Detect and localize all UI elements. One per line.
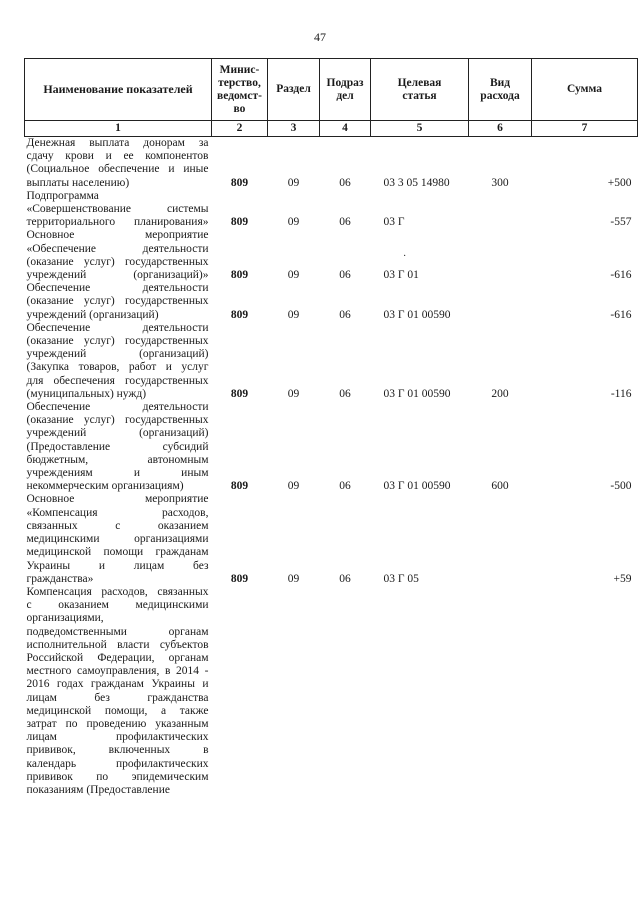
row-name-line: исполнительной власти субъектов xyxy=(26,638,209,651)
row-name-line: территориального планирования» xyxy=(26,216,209,229)
row-name-line: календарь профилактических xyxy=(26,757,209,770)
header-section: Раздел xyxy=(268,59,320,121)
row-name-line: 2016 годах гражданам Украины и xyxy=(26,678,209,691)
row-name-line: показаниям (Предоставление xyxy=(26,783,170,796)
row-name-line: Обеспечение деятельности xyxy=(26,321,209,334)
row-section: 09 xyxy=(287,269,300,282)
row-ministry: 809 xyxy=(230,216,249,229)
column-number: 1 xyxy=(25,121,212,137)
row-target-article xyxy=(371,586,469,797)
row-section: 09 xyxy=(287,387,300,400)
row-target-article: 03 Г 01 xyxy=(383,269,419,282)
row-name-line: (оказание услуг) государственных xyxy=(26,255,209,268)
row-sum: -557 xyxy=(610,216,632,229)
row-name-line: гражданства» xyxy=(26,572,94,585)
table-row xyxy=(25,493,638,585)
table-header-row xyxy=(25,59,638,121)
row-expense-type: 600 xyxy=(491,480,509,493)
header-subsection-line: Подраз xyxy=(326,76,364,89)
page-number: 47 xyxy=(314,30,326,44)
table-row xyxy=(25,322,638,401)
row-subsection: 06 xyxy=(339,572,351,585)
stray-dot: · xyxy=(403,251,407,262)
row-name xyxy=(25,229,212,282)
row-target-article: 03 Г xyxy=(383,216,405,229)
row-subsection xyxy=(320,586,371,797)
row-name-line: Компенсация расходов, связанных xyxy=(26,585,209,598)
row-name-line: бюджетным, автономным xyxy=(26,453,209,466)
row-section: 09 xyxy=(287,480,300,493)
row-sum: +59 xyxy=(613,572,632,585)
header-ministry-line: во xyxy=(233,102,246,115)
row-sum: -616 xyxy=(610,269,632,282)
row-name-line: организациями, xyxy=(26,612,104,625)
row-section xyxy=(268,586,320,797)
row-name-line: Обеспечение деятельности xyxy=(26,282,209,295)
row-name-line: медицинской помощи гражданам xyxy=(26,546,209,559)
row-name xyxy=(25,282,212,322)
row-name-line: Российской Федерации, органам xyxy=(26,651,209,664)
row-name-line: медицинскими организациями xyxy=(26,533,209,546)
table-row xyxy=(25,282,638,322)
row-sum xyxy=(532,586,638,797)
row-name-line: учреждений (организаций) xyxy=(26,348,209,361)
column-number: 6 xyxy=(469,121,532,137)
row-sum: -116 xyxy=(610,387,632,400)
header-target-line: статья xyxy=(402,89,437,102)
row-name-line: (оказание услуг) государственных xyxy=(26,295,209,308)
table-row xyxy=(25,137,638,190)
row-subsection: 06 xyxy=(339,308,351,321)
row-name xyxy=(25,586,212,797)
row-name-line: (Предоставление субсидий xyxy=(26,440,209,453)
column-number: 5 xyxy=(371,121,469,137)
table-row xyxy=(25,401,638,493)
row-subsection: 06 xyxy=(339,269,351,282)
table-body xyxy=(25,137,638,798)
row-name-line: (муниципальных) нужд) xyxy=(26,387,147,400)
row-target-article: 03 Г 01 00590 xyxy=(383,308,451,321)
row-name-line: лицам без гражданства xyxy=(26,691,209,704)
row-name xyxy=(25,493,212,585)
row-ministry: 809 xyxy=(230,387,249,400)
row-name-line: выплаты населению) xyxy=(26,176,130,189)
budget-table xyxy=(24,58,638,797)
table-row xyxy=(25,229,638,282)
row-sum: -500 xyxy=(610,480,632,493)
column-number: 3 xyxy=(268,121,320,137)
row-name-line: медицинской помощи, а также xyxy=(26,704,209,717)
row-expense-type xyxy=(469,190,532,230)
row-section: 09 xyxy=(287,216,300,229)
row-name-line: (Социальное обеспечение и иные xyxy=(26,163,209,176)
column-number: 2 xyxy=(212,121,268,137)
row-name-line: прививок, включенных в xyxy=(26,744,209,757)
row-name-line: (оказание услуг) государственных xyxy=(26,414,209,427)
table-row xyxy=(25,190,638,230)
row-name-line: Подпрограмма xyxy=(26,189,99,202)
row-ministry: 809 xyxy=(230,572,249,585)
row-expense-type xyxy=(469,586,532,797)
row-name-line: учреждений (организаций)» xyxy=(26,269,209,282)
row-name xyxy=(25,190,212,230)
row-name-line: Украины и лицам без xyxy=(26,559,209,572)
row-name-line: учреждений (организаций) xyxy=(26,308,159,321)
row-name xyxy=(25,137,212,190)
row-section: 09 xyxy=(287,572,300,585)
row-name-line: учреждениям и иным xyxy=(26,467,209,480)
row-name-line: «Обеспечение деятельности xyxy=(26,242,209,255)
row-name xyxy=(25,401,212,493)
header-subsection xyxy=(320,59,371,121)
table-row xyxy=(25,586,638,797)
row-name-line: Обеспечение деятельности xyxy=(26,401,209,414)
header-target xyxy=(371,59,469,121)
row-section: 09 xyxy=(287,176,300,189)
row-name-line: (оказание услуг) государственных xyxy=(26,335,209,348)
row-name-line: «Компенсация расходов, xyxy=(26,506,209,519)
header-ministry xyxy=(212,59,268,121)
header-exptype xyxy=(469,59,532,121)
row-sum: +500 xyxy=(607,176,632,189)
row-ministry: 809 xyxy=(230,176,249,189)
header-ministry-line: Минис- xyxy=(219,63,260,76)
row-ministry: 809 xyxy=(230,308,249,321)
row-expense-type xyxy=(469,282,532,322)
row-ministry: 809 xyxy=(230,480,249,493)
row-name-line: прививок по эпидемическим xyxy=(26,770,209,783)
row-subsection: 06 xyxy=(339,216,351,229)
row-expense-type: 200 xyxy=(491,387,509,400)
row-name-line: сдачу крови и ее компонентов xyxy=(26,150,209,163)
row-target-article: 03 Г 01 00590 xyxy=(383,387,451,400)
row-expense-type xyxy=(469,229,532,282)
row-sum: -616 xyxy=(610,308,632,321)
row-name-line: для обеспечения государственных xyxy=(26,374,209,387)
header-sum: Сумма xyxy=(532,59,638,121)
row-ministry xyxy=(212,586,268,797)
row-name xyxy=(25,322,212,401)
row-name-line: (Закупка товаров, работ и услуг xyxy=(26,361,209,374)
row-name-line: лицам профилактических xyxy=(26,731,209,744)
row-target-article: 03 Г 01 00590 xyxy=(383,480,451,493)
header-exptype-line: расхода xyxy=(480,89,520,102)
row-name-line: некоммерческим организациям) xyxy=(26,480,184,493)
row-name-line: местного самоуправления, в 2014 - xyxy=(26,665,209,678)
row-name-line: с оказанием медицинскими xyxy=(26,599,209,612)
header-ministry-line: ведомст- xyxy=(217,89,262,102)
row-name-line: затрат по проведению указанным xyxy=(26,717,209,730)
row-section: 09 xyxy=(287,308,300,321)
row-name-line: подведомственными органам xyxy=(26,625,209,638)
row-expense-type: 300 xyxy=(491,176,509,189)
row-target-article: 03 Г 05 xyxy=(383,572,419,585)
header-ministry-line: терство, xyxy=(218,76,261,89)
row-expense-type xyxy=(469,493,532,585)
row-subsection: 06 xyxy=(339,387,351,400)
row-subsection: 06 xyxy=(339,176,351,189)
row-target-article: 03 3 05 14980 xyxy=(383,176,450,189)
row-name-line: связанных с оказанием xyxy=(26,519,209,532)
header-target-line: Целевая xyxy=(397,76,442,89)
column-number: 4 xyxy=(320,121,371,137)
header-name: Наименование показателей xyxy=(25,59,212,121)
row-name-line: Денежная выплата донорам за xyxy=(26,137,209,149)
header-subsection-line: дел xyxy=(336,89,354,102)
column-number: 7 xyxy=(532,121,638,137)
row-ministry: 809 xyxy=(230,269,249,282)
column-number-row xyxy=(25,121,638,137)
row-subsection: 06 xyxy=(339,480,351,493)
row-name-line: Основное мероприятие xyxy=(26,229,209,242)
header-exptype-line: Вид xyxy=(489,76,511,89)
row-name-line: Основное мероприятие xyxy=(26,493,209,506)
row-name-line: «Совершенствование системы xyxy=(26,203,209,216)
row-name-line: учреждений (организаций) xyxy=(26,427,209,440)
